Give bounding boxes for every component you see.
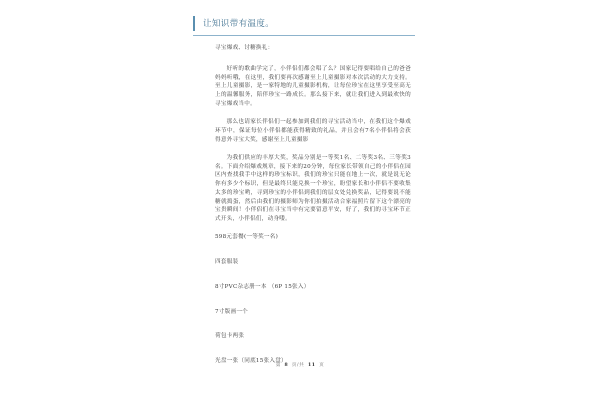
header-divider: [193, 35, 415, 36]
document-body: [215, 44, 411, 382]
total-page-number: 11: [307, 363, 316, 368]
paragraph: 那么也请家长伴侣们一起参加到我们的寻宝活动当中，在我们这个爆戏环节中，保证每位小伴侣都能获得精致的礼品，并且会有7名小伴侣将会获得意外寻宝大奖，感谢至上儿童摄影: [215, 119, 411, 143]
prize-item: 四套服装: [215, 259, 239, 265]
prize-item: 598元套餐(一等奖一名): [215, 234, 279, 241]
prize-item: 7寸版画一个: [215, 308, 249, 315]
footer-prefix: 第: [275, 363, 281, 368]
footer-suffix: 页: [319, 363, 325, 368]
header-title: 让知识带有温度。: [203, 19, 275, 29]
prize-item: 光盘一张（同底15张入盘）: [215, 358, 287, 364]
section-title: 寻宝爆戏、讨糖换礼：: [215, 45, 274, 51]
current-page-number: 8: [284, 363, 289, 368]
footer-middle: 页/共: [291, 363, 305, 368]
page-header: [193, 14, 415, 36]
paragraph: 为我们供应的丰厚大奖，奖品分别是一等奖1名、二等奖3名、三等奖3名。下面介绍爆戏规章，接下来的20分钟，每位家长带领自己的小伴侣在园区内查找我手中这样的珍宝标识，我们的珍宝只能在地上一次，就是说无论你有多少个标识，但是最终只能兑换一个珍宝，盼望家长和小伴侣不要收集太多的珍宝哟，寻到珍宝的小伴侣到我们的层女处兑换奖品，记得要说不能糖就捣蛋，然后由我们的摄影师为你们拍摄活动合家福照片留下这个漂亮的宝贵瞬间！小伴侣们在寻宝当中有完要留意平安，好了，我们的寻宝环节正式开头，小伴侣们，动身喽。: [215, 154, 411, 222]
page-footer: [0, 362, 600, 368]
header-accent-bar: [193, 16, 195, 31]
prize-item: 荷包卡两张: [215, 333, 245, 340]
prize-item: 8寸PVC杂志册一本 （6P 15张入）: [215, 283, 310, 290]
paragraph: 好听的歌曲学完了，小伴侣们都会唱了么？国家记得要唱给自己的爸爸妈妈听哦，在这里，我们要再次感谢至上儿童摄影对本次活动的大力支持。至上儿童摄影，是一家特地的儿童摄影机构，让每位珍宝在这里享受至高无上的温馨服务，陪伴珍宝一路成长。那么接下来，就让我们进入到最欢快的寻宝爆戏当中。: [215, 65, 411, 107]
